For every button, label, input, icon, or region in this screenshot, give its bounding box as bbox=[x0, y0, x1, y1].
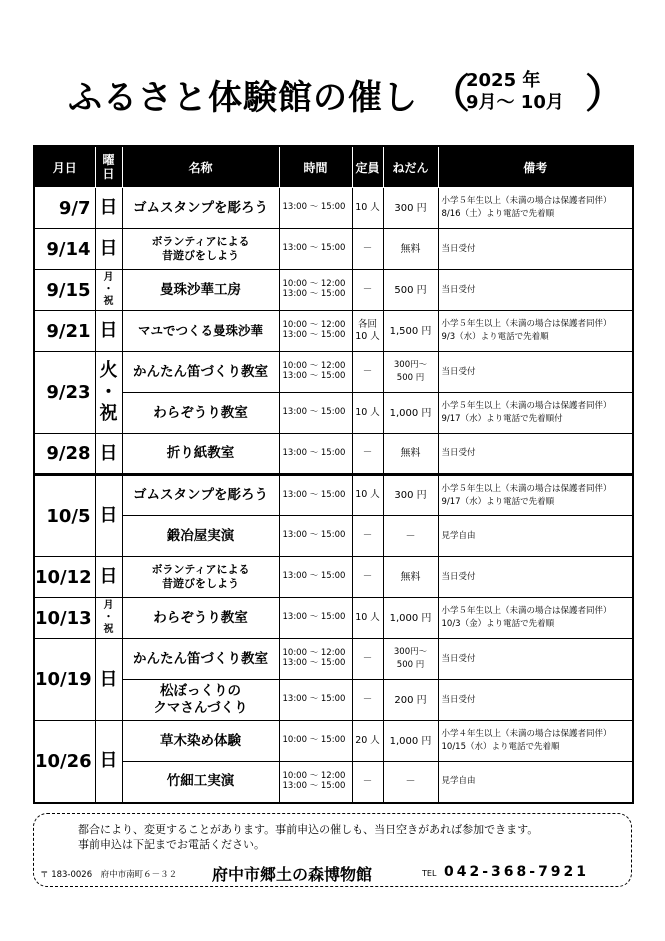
row-day: 日 bbox=[95, 434, 122, 475]
table-row bbox=[34, 229, 633, 270]
row-time: 13:00 ～ 15:00 bbox=[279, 516, 352, 557]
row-capacity: － bbox=[352, 352, 383, 393]
table-row bbox=[34, 393, 633, 434]
notice-text bbox=[78, 822, 538, 853]
row-day: 日 bbox=[95, 229, 122, 270]
row-day: 日 bbox=[95, 557, 122, 598]
title-year: 2025 年 bbox=[466, 70, 541, 91]
note-line: 9/17（水）より電話で先着順 bbox=[441, 496, 555, 507]
header-name: 名称 bbox=[122, 146, 279, 188]
row-name: ゴムスタンプを彫ろう bbox=[122, 188, 279, 229]
note-line: 小学４年生以上（未満の場合は保護者同伴） bbox=[441, 729, 612, 740]
row-name: 竹細工実演 bbox=[122, 762, 279, 803]
row-time: 13:00 ～ 15:00 bbox=[279, 229, 352, 270]
note-line: 9/17（水）より電話で先着順付 bbox=[441, 414, 563, 424]
time-line: 10:00 ～ 12:00 bbox=[282, 770, 346, 781]
time-line: 13:00 ～ 15:00 bbox=[282, 330, 346, 340]
close-paren: ） bbox=[585, 71, 625, 117]
row-capacity: 10 人 bbox=[352, 393, 383, 434]
row-day: 日 bbox=[95, 475, 122, 557]
row-name: わらぞうり教室 bbox=[122, 393, 279, 434]
row-time: 13:00 ～ 15:00 bbox=[279, 475, 352, 516]
price-line: 300円～ bbox=[393, 360, 428, 371]
row-notes: 当日受付 bbox=[438, 557, 633, 598]
row-date: 9/21 bbox=[34, 311, 95, 352]
row-day bbox=[95, 270, 122, 311]
table-row bbox=[34, 762, 633, 803]
footer-box bbox=[33, 813, 632, 887]
price-line: 500 円 bbox=[396, 373, 425, 383]
row-date: 9/28 bbox=[34, 434, 95, 475]
row-notes: 見学自由 bbox=[438, 516, 633, 557]
row-price: 無料 bbox=[383, 434, 438, 475]
name-line: 昔遊びをしよう bbox=[162, 577, 239, 590]
row-notes: 当日受付 bbox=[438, 639, 633, 680]
row-capacity: － bbox=[352, 680, 383, 721]
table-row bbox=[34, 639, 633, 680]
row-date: 9/14 bbox=[34, 229, 95, 270]
header-capacity: 定員 bbox=[352, 146, 383, 188]
row-name bbox=[122, 229, 279, 270]
day-char: ・ bbox=[103, 612, 114, 623]
header-time: 時間 bbox=[279, 146, 352, 188]
note-line: 10/3（金）より電話で先着順 bbox=[441, 619, 555, 629]
address: 〒 183-0026 府中市南町６－３２ bbox=[40, 870, 178, 880]
row-notes: 当日受付 bbox=[438, 434, 633, 475]
table-row bbox=[34, 516, 633, 557]
row-capacity: － bbox=[352, 270, 383, 311]
header-day-text: 曜日 bbox=[102, 152, 115, 181]
row-date: 9/7 bbox=[34, 188, 95, 229]
time-line: 13:00 ～ 15:00 bbox=[282, 780, 346, 791]
row-capacity bbox=[352, 311, 383, 352]
table-row bbox=[34, 188, 633, 229]
price-line: 300円～ bbox=[393, 647, 428, 658]
row-price: 1,000 円 bbox=[383, 721, 438, 762]
row-price: 無料 bbox=[383, 557, 438, 598]
schedule-table bbox=[33, 145, 634, 804]
row-day: 日 bbox=[95, 311, 122, 352]
row-capacity: － bbox=[352, 639, 383, 680]
row-time: 13:00 ～ 15:00 bbox=[279, 557, 352, 598]
cap-line: 各回 bbox=[357, 318, 377, 330]
row-date: 10/12 bbox=[34, 557, 95, 598]
notice-line: 都合により、変更することがあります。事前申込の催しも、当日空きがあれば参加できます。 bbox=[78, 823, 539, 836]
note-line: 9/3（水）より電話で先着順 bbox=[441, 332, 549, 342]
row-time: 13:00 ～ 15:00 bbox=[279, 393, 352, 434]
page-title: ふるさと体験館の催し bbox=[68, 78, 418, 118]
row-capacity: － bbox=[352, 434, 383, 475]
table-row bbox=[34, 680, 633, 721]
row-date: 10/5 bbox=[34, 475, 95, 557]
row-price: 無料 bbox=[383, 229, 438, 270]
note-line: 10/15（水）より電話で先着順 bbox=[441, 742, 560, 752]
row-name: 草木染め体験 bbox=[122, 721, 279, 762]
header-day bbox=[95, 146, 122, 188]
name-line: 昔遊びをしよう bbox=[162, 249, 239, 262]
row-price: 300 円 bbox=[383, 188, 438, 229]
row-capacity: 10 人 bbox=[352, 188, 383, 229]
row-capacity: － bbox=[352, 516, 383, 557]
row-notes: 当日受付 bbox=[438, 352, 633, 393]
row-time bbox=[279, 639, 352, 680]
row-name: 曼珠沙華工房 bbox=[122, 270, 279, 311]
contact-line bbox=[34, 864, 631, 884]
day-char: ・ bbox=[99, 381, 118, 403]
name-line: クマさんづくり bbox=[153, 700, 248, 716]
table-row bbox=[34, 557, 633, 598]
row-notes bbox=[438, 598, 633, 639]
table-row bbox=[34, 270, 633, 311]
row-day: 日 bbox=[95, 721, 122, 803]
row-capacity: 20 人 bbox=[352, 721, 383, 762]
row-price bbox=[383, 639, 438, 680]
row-time bbox=[279, 311, 352, 352]
row-day bbox=[95, 598, 122, 639]
row-capacity: － bbox=[352, 762, 383, 803]
row-name: 折り紙教室 bbox=[122, 434, 279, 475]
row-name: かんたん笛づくり教室 bbox=[122, 639, 279, 680]
row-price: 1,000 円 bbox=[383, 598, 438, 639]
row-time: 13:00 ～ 15:00 bbox=[279, 680, 352, 721]
row-date: 9/15 bbox=[34, 270, 95, 311]
row-price: 300 円 bbox=[383, 475, 438, 516]
row-date: 10/13 bbox=[34, 598, 95, 639]
row-price: 1,500 円 bbox=[383, 311, 438, 352]
table-row bbox=[34, 434, 633, 475]
museum-name: 府中市郷土の森博物館 bbox=[212, 865, 373, 884]
header-price: ねだん bbox=[383, 146, 438, 188]
note-line: 8/16（土）より電話で先着順 bbox=[441, 209, 555, 219]
name-line: ボランティアによる bbox=[151, 563, 250, 577]
row-time bbox=[279, 352, 352, 393]
row-date: 9/23 bbox=[34, 352, 95, 434]
day-char: 祝 bbox=[103, 296, 114, 307]
row-name: ゴムスタンプを彫ろう bbox=[122, 475, 279, 516]
row-time: 13:00 ～ 15:00 bbox=[279, 188, 352, 229]
row-notes: 当日受付 bbox=[438, 229, 633, 270]
row-price: 1,000 円 bbox=[383, 393, 438, 434]
row-notes bbox=[438, 721, 633, 762]
row-capacity: － bbox=[352, 557, 383, 598]
title-block bbox=[0, 60, 665, 120]
phone-number: 042-368-7921 bbox=[444, 864, 590, 880]
day-char: 月 bbox=[103, 600, 114, 611]
row-name: 鍛冶屋実演 bbox=[122, 516, 279, 557]
time-line: 10:00 ～ 12:00 bbox=[282, 320, 346, 331]
table-row bbox=[34, 721, 633, 762]
row-time: 13:00 ～ 15:00 bbox=[279, 598, 352, 639]
row-notes bbox=[438, 393, 633, 434]
cap-line: 10 人 bbox=[355, 331, 380, 342]
row-date: 10/26 bbox=[34, 721, 95, 803]
row-price: 500 円 bbox=[383, 270, 438, 311]
day-char: 祝 bbox=[99, 403, 118, 425]
row-price: － bbox=[383, 516, 438, 557]
table-row bbox=[34, 311, 633, 352]
tel-label: TEL bbox=[422, 869, 437, 878]
row-name: マユでつくる曼珠沙華 bbox=[122, 311, 279, 352]
day-char: ・ bbox=[103, 284, 114, 295]
note-line: 小学５年生以上（未満の場合は保護者同伴） bbox=[441, 483, 612, 494]
row-notes bbox=[438, 475, 633, 516]
row-notes: 当日受付 bbox=[438, 680, 633, 721]
row-day: 日 bbox=[95, 188, 122, 229]
row-capacity: － bbox=[352, 229, 383, 270]
row-time bbox=[279, 762, 352, 803]
row-time bbox=[279, 270, 352, 311]
open-paren: （ bbox=[430, 71, 470, 117]
table-header-row bbox=[34, 146, 633, 188]
time-line: 13:00 ～ 15:00 bbox=[282, 371, 346, 381]
note-line: 小学５年生以上（未満の場合は保護者同伴） bbox=[441, 196, 612, 207]
day-char: 火 bbox=[99, 360, 118, 382]
title-period: 9月～ 10月 bbox=[466, 92, 564, 113]
note-line: 小学５年生以上（未満の場合は保護者同伴） bbox=[441, 606, 612, 617]
row-notes: 見学自由 bbox=[438, 762, 633, 803]
row-notes bbox=[438, 188, 633, 229]
day-char: 月 bbox=[103, 272, 114, 283]
row-capacity: 10 人 bbox=[352, 598, 383, 639]
header-notes: 備考 bbox=[438, 146, 633, 188]
row-capacity: 10 人 bbox=[352, 475, 383, 516]
row-time: 13:00 ～ 15:00 bbox=[279, 434, 352, 475]
table-row bbox=[34, 598, 633, 639]
price-line: 500 円 bbox=[396, 660, 425, 670]
row-price: 200 円 bbox=[383, 680, 438, 721]
row-name bbox=[122, 557, 279, 598]
time-line: 10:00 ～ 12:00 bbox=[282, 361, 346, 372]
row-name bbox=[122, 680, 279, 721]
row-notes: 当日受付 bbox=[438, 270, 633, 311]
table-row bbox=[34, 352, 633, 393]
notice-line: 事前申込は下記までお電話ください。 bbox=[78, 838, 265, 852]
time-line: 10:00 ～ 12:00 bbox=[282, 279, 346, 290]
row-time: 10:00 ～ 15:00 bbox=[279, 721, 352, 762]
row-price: － bbox=[383, 762, 438, 803]
row-day: 日 bbox=[95, 639, 122, 721]
name-line: 松ぼっくりの bbox=[160, 683, 241, 700]
row-day bbox=[95, 352, 122, 434]
day-char: 祝 bbox=[103, 624, 114, 635]
row-date: 10/19 bbox=[34, 639, 95, 721]
row-price bbox=[383, 352, 438, 393]
time-line: 10:00 ～ 12:00 bbox=[282, 648, 346, 659]
row-name: わらぞうり教室 bbox=[122, 598, 279, 639]
note-line: 小学５年生以上（未満の場合は保護者同伴） bbox=[441, 401, 612, 412]
table-row bbox=[34, 475, 633, 516]
note-line: 小学５年生以上（未満の場合は保護者同伴） bbox=[441, 319, 612, 330]
header-date: 月日 bbox=[34, 146, 95, 188]
time-line: 13:00 ～ 15:00 bbox=[282, 658, 346, 668]
row-notes bbox=[438, 311, 633, 352]
row-name: かんたん笛づくり教室 bbox=[122, 352, 279, 393]
name-line: ボランティアによる bbox=[151, 235, 250, 249]
time-line: 13:00 ～ 15:00 bbox=[282, 289, 346, 299]
